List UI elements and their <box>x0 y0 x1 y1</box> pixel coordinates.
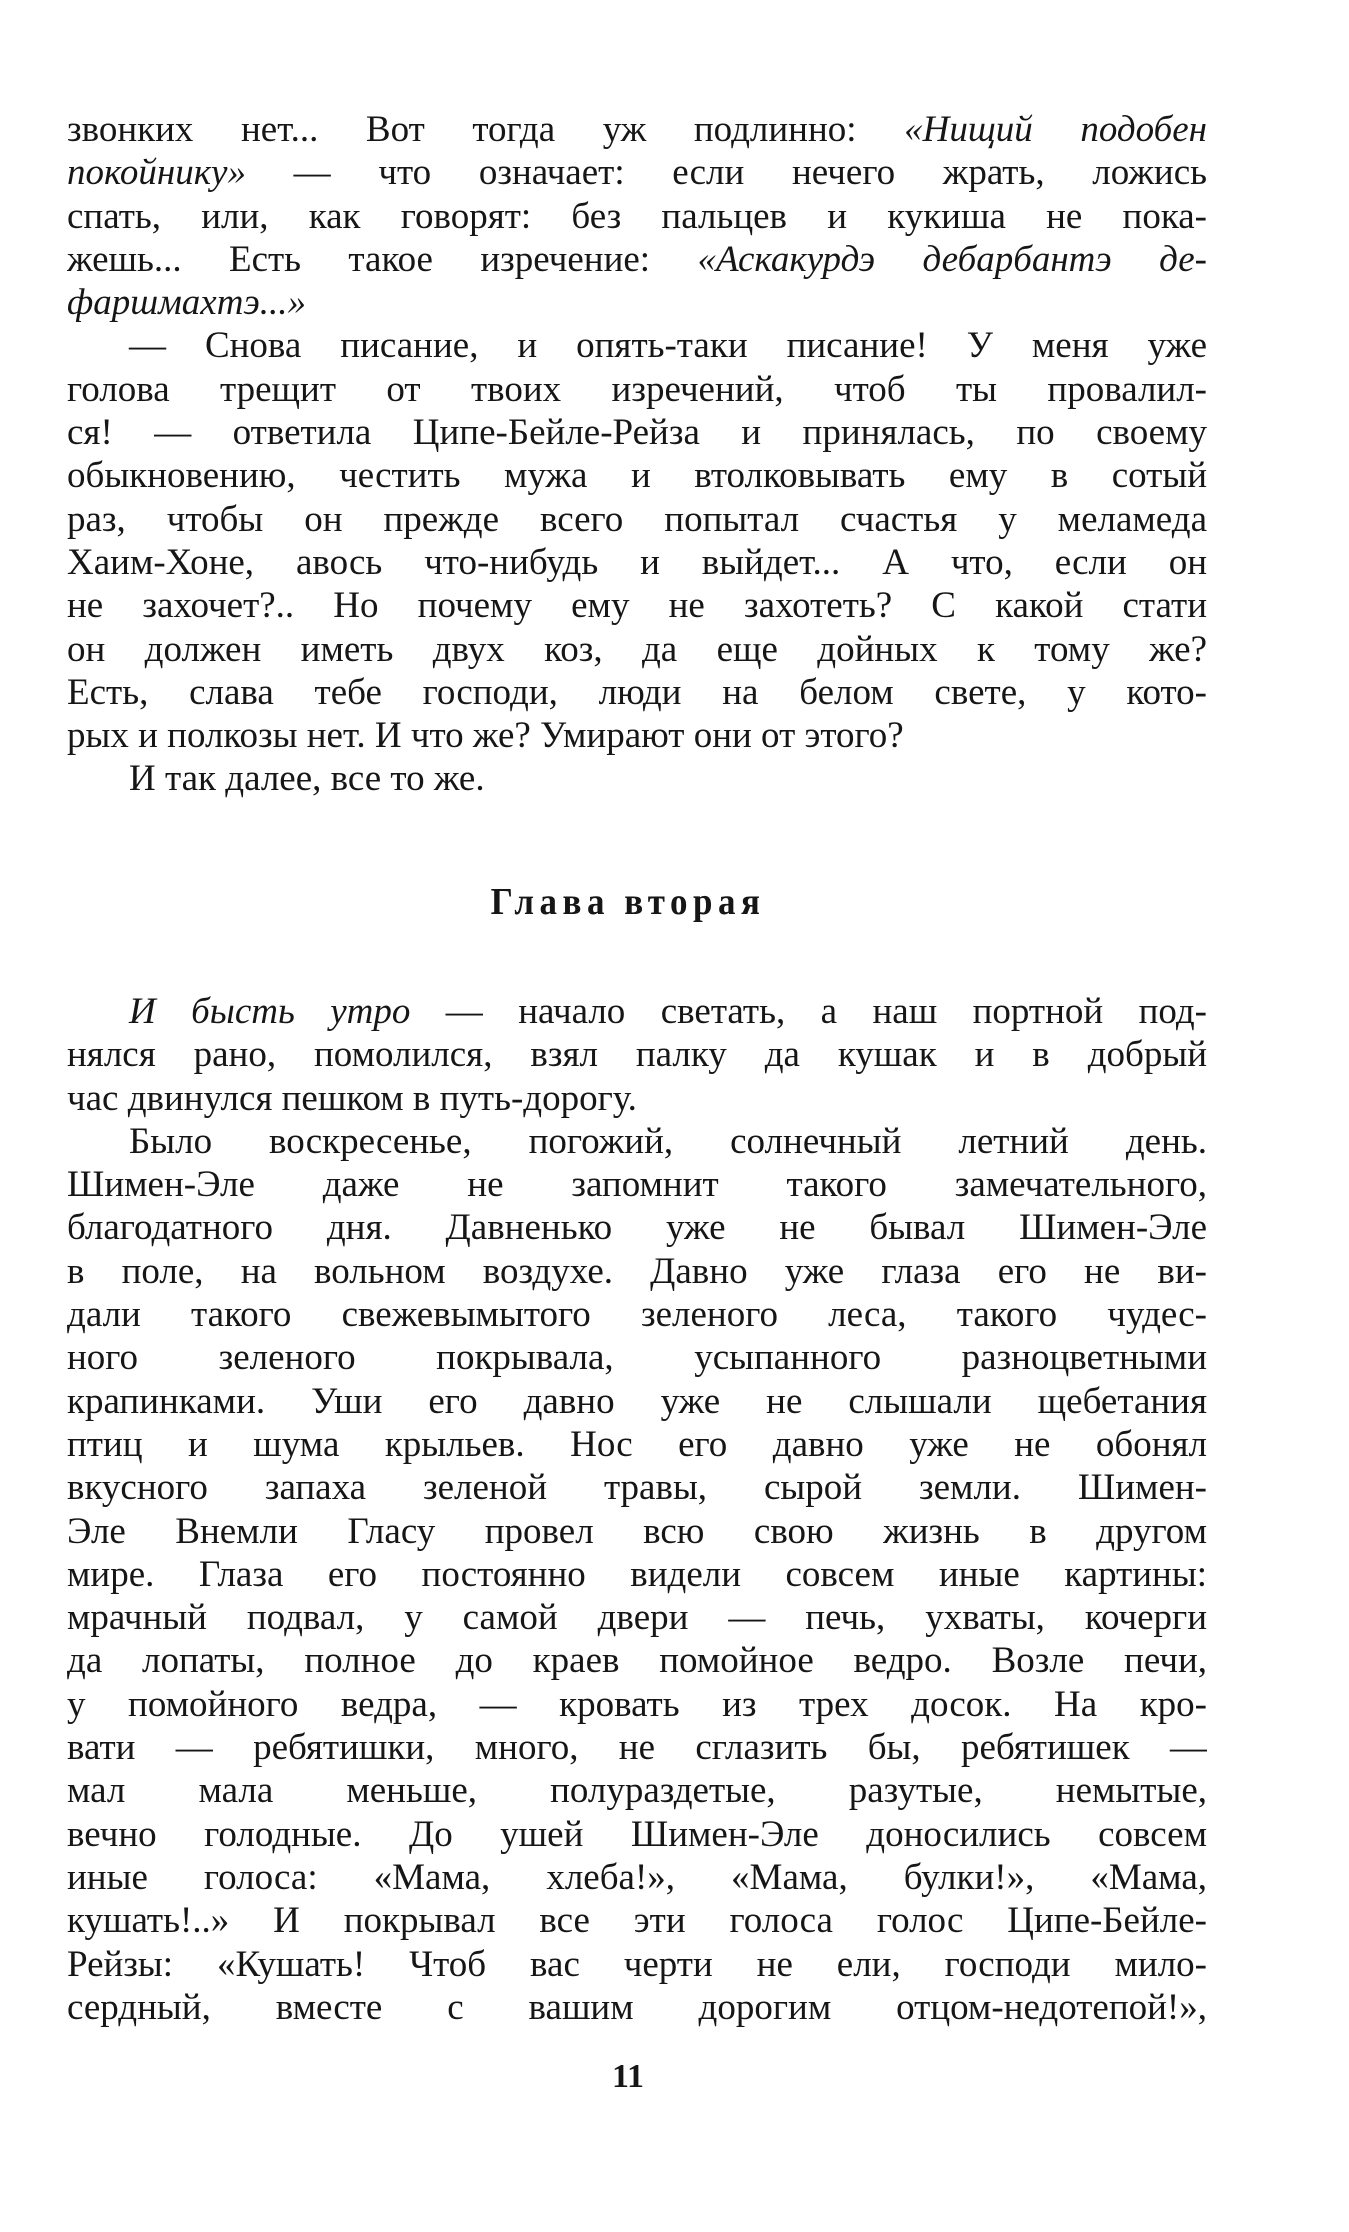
text-line <box>67 1336 1207 1379</box>
text-segment: Шимен-Эле даже не запомнит такого замечательного, <box>67 1164 1207 1206</box>
text-line <box>67 1293 1207 1336</box>
text-segment: сердный, вместе с вашим дорогим отцом-недотепой!», <box>67 1986 1207 2028</box>
text-segment: вати — ребятишки, много, не сглазить бы, ребятишек — <box>67 1727 1207 1769</box>
text-line <box>67 1380 1207 1423</box>
text-segment: дали такого свежевымытого зеленого леса, такого чудес- <box>67 1294 1207 1336</box>
text-line <box>67 195 1207 238</box>
text-line <box>67 990 1207 1033</box>
text-line <box>67 1423 1207 1466</box>
text-line <box>67 1769 1207 1812</box>
text-line <box>67 1250 1207 1293</box>
text-segment: он должен иметь двух коз, да еще дойных к тому же? <box>67 628 1207 670</box>
text-line <box>67 1206 1207 1249</box>
text-line <box>67 281 1207 324</box>
text-line <box>67 324 1207 367</box>
text-line <box>67 108 1207 151</box>
text-line <box>67 1899 1207 1942</box>
text-segment: у помойного ведра, — кровать из трех досок. На кро- <box>67 1683 1207 1725</box>
text-line <box>67 1683 1207 1726</box>
text-segment: мал мала меньше, полураздетые, разутые, немытые, <box>67 1770 1207 1812</box>
text-segment: ся! — ответила Ципе-Бейле-Рейза и принялась, по своему <box>67 412 1207 454</box>
text-segment: ного зеленого покрывала, усыпанного разноцветными <box>67 1337 1207 1379</box>
text-line <box>67 1856 1207 1899</box>
italic-text: фаршмахтэ...» <box>67 282 307 324</box>
italic-text: «Нищий подобен <box>904 109 1207 150</box>
text-line <box>67 628 1207 671</box>
chapter-heading: Глава вторая <box>490 881 766 923</box>
text-segment: да лопаты, полное до краев помойное ведро. Возле печи, <box>67 1640 1207 1682</box>
italic-text: «Аскакурдэ дебарбантэ де- <box>697 238 1207 280</box>
text-segment: — начало светать, а наш портной под- <box>410 991 1207 1032</box>
text-segment: час двинулся пешком в путь-дорогу. <box>67 1077 637 1119</box>
text-line <box>67 714 1207 757</box>
text-line <box>67 1553 1207 1596</box>
text-line <box>67 1033 1207 1076</box>
italic-text: И бысть утро <box>129 991 411 1032</box>
text-segment: вечно голодные. До ушей Шимен-Эле доносились совсем <box>67 1813 1207 1855</box>
text-line <box>67 1510 1207 1553</box>
text-line <box>67 1986 1207 2029</box>
text-line <box>67 757 1207 800</box>
text-block-top <box>67 108 1207 801</box>
text-segment: И так далее, все то же. <box>129 758 485 800</box>
text-segment: голова трещит от твоих изречений, чтоб ты провалил- <box>67 368 1207 410</box>
text-segment: вкусного запаха зеленой травы, сырой земли. Шимен- <box>67 1467 1207 1509</box>
text-segment: жешь... Есть такое изречение: <box>67 238 698 280</box>
italic-text: покойнику» <box>67 152 246 194</box>
text-segment: нялся рано, помолился, взял палку да кушак и в добрый <box>67 1034 1207 1076</box>
text-segment: мире. Глаза его постоянно видели совсем иные картины: <box>67 1553 1207 1595</box>
text-segment: в поле, на вольном воздухе. Давно уже глаза его не ви- <box>67 1250 1207 1292</box>
text-block-chapter <box>67 990 1207 2029</box>
text-segment: крапинками. Уши его давно уже не слышали щебетания <box>67 1380 1207 1422</box>
text-segment: Есть, слава тебе господи, люди на белом свете, у кото- <box>67 671 1207 713</box>
text-line <box>67 498 1207 541</box>
text-line <box>67 541 1207 584</box>
text-segment: раз, чтобы он прежде всего попытал счастья у меламеда <box>67 498 1207 540</box>
text-segment: иные голоса: «Мама, хлеба!», «Мама, булки!», «Мама, <box>67 1856 1207 1898</box>
text-segment: птиц и шума крыльев. Нос его давно уже не обонял <box>67 1423 1207 1465</box>
text-line <box>67 1813 1207 1856</box>
text-segment: звонких нет... Вот тогда уж подлинно: <box>67 109 905 150</box>
text-segment: мрачный подвал, у самой двери — печь, ухваты, кочерги <box>67 1597 1207 1639</box>
text-segment: Было воскресенье, погожий, солнечный летний день. <box>129 1120 1207 1162</box>
text-line <box>67 1120 1207 1163</box>
text-segment: Хаим-Хоне, авось что-нибудь и выйдет... А что, если он <box>67 541 1207 583</box>
text-line <box>67 671 1207 714</box>
text-segment: кушать!..» И покрывал все эти голоса голос Ципе-Бейле- <box>67 1900 1207 1942</box>
text-line <box>67 584 1207 627</box>
text-segment: не захочет?.. Но почему ему не захотеть? С какой стати <box>67 585 1207 627</box>
text-line <box>67 1943 1207 1986</box>
page-number: 11 <box>611 2058 645 2095</box>
text-segment: спать, или, как говорят: без пальцев и кукиша не пока- <box>67 195 1207 237</box>
text-line <box>67 238 1207 281</box>
text-line <box>67 151 1207 194</box>
text-segment: благодатного дня. Давненько уже не бывал Шимен-Эле <box>67 1207 1207 1249</box>
text-segment: Эле Внемли Гласу провел всю свою жизнь в другом <box>67 1510 1207 1552</box>
text-line <box>67 368 1207 411</box>
text-line <box>67 454 1207 497</box>
text-line <box>67 1726 1207 1769</box>
text-line <box>67 411 1207 454</box>
text-line <box>67 1163 1207 1206</box>
text-line <box>67 1077 1207 1120</box>
text-line <box>67 1639 1207 1682</box>
text-segment: — что означает: если нечего жрать, ложись <box>245 152 1207 194</box>
text-segment: Рейзы: «Кушать! Чтоб вас черти не ели, господи мило- <box>67 1943 1207 1985</box>
text-segment: рых и полкозы нет. И что же? Умирают они от этого? <box>67 715 904 757</box>
text-segment: обыкновению, честить мужа и втолковывать ему в сотый <box>67 455 1207 497</box>
text-line <box>67 1596 1207 1639</box>
text-line <box>67 1466 1207 1509</box>
text-segment: — Снова писание, и опять-таки писание! У меня уже <box>129 325 1207 367</box>
